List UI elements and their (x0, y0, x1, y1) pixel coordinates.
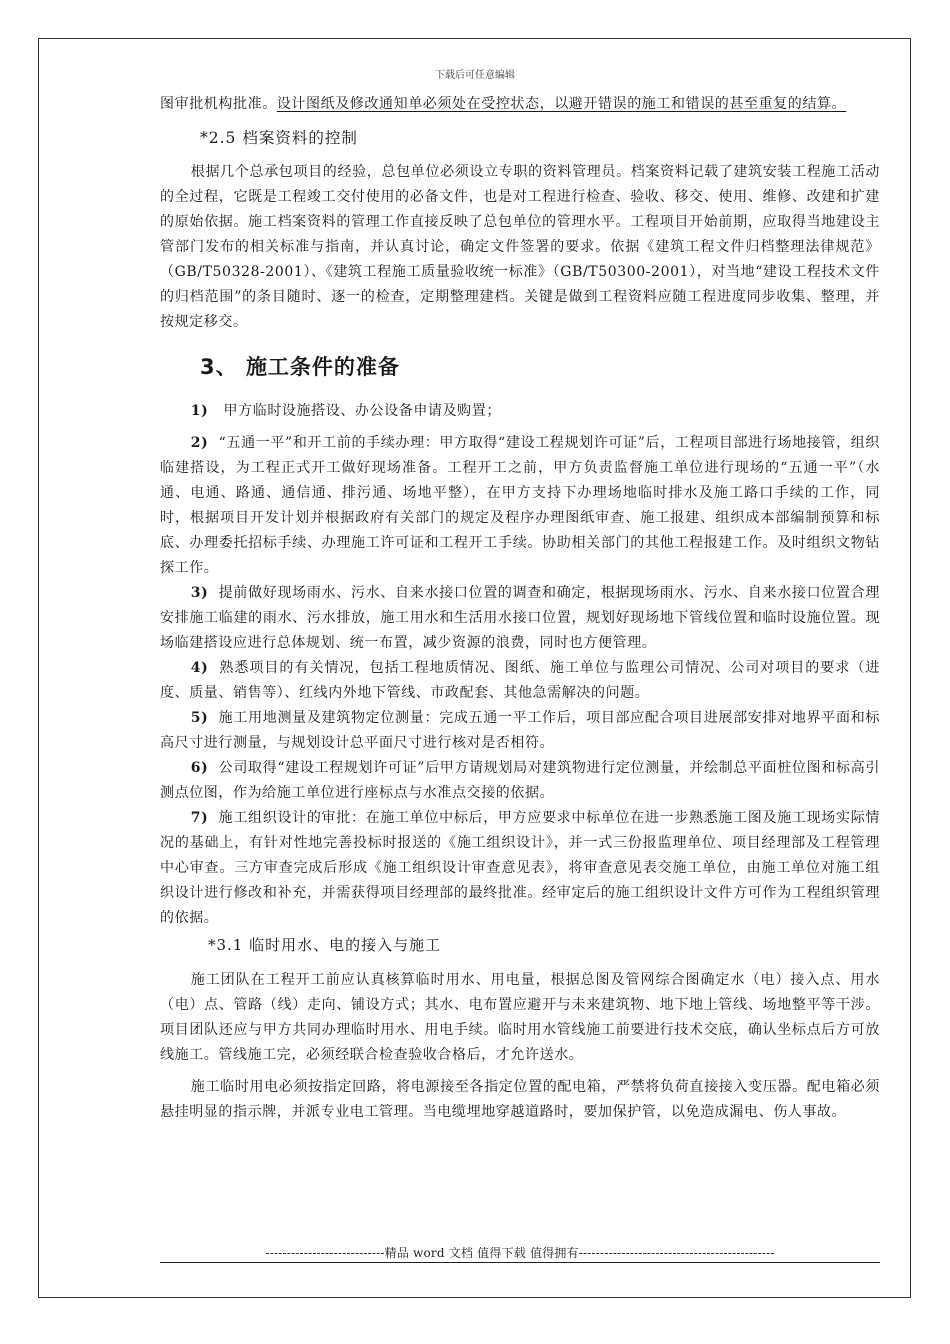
section-3-number: 3、 (200, 355, 238, 379)
footer-divider (160, 1262, 880, 1263)
list-item-text: 公司取得“建设工程规划许可证”后甲方请规划局对建筑物进行定位测量，并绘制总平面桩位图和标高引测点位图，作为给施工单位进行座标点与水准点交接的依据。 (160, 760, 880, 801)
list-item-number: 4) (190, 660, 209, 676)
list-item-number: 1) (190, 403, 209, 419)
section-3-title: 施工条件的准备 (245, 355, 400, 379)
section-2-5-heading: *2.5 档案资料的控制 (200, 129, 358, 147)
page-footer: ----------------------------精品 word 文档 值得下载 值得拥有---------------------------------------------- (265, 1246, 775, 1260)
list-item-text: 施工组织设计的审批：在施工单位中标后，甲方应要求中标单位在进一步熟悉施工图及施工现场实际情况的基础上，有针对性地完善投标时报送的《施工组织设计》，并一式三份报监理单位、项目经理部及工程管理中心审查。三方审查完成后形成《施工组织设计审查意见表》，将审查意见表交施工单位，由施工单位对施工组织设计进行修改和补充，并需获得项目经理部的最终批准。经审定后的施工组织设计文件方可作为工程组织管理的依据。 (160, 810, 880, 926)
list-item-text: 熟悉项目的有关情况，包括工程地质情况、图纸、施工单位与监理公司情况、公司对项目的要求（进度、质量、销售等）、红线内外地下管线、市政配套、其他急需解决的问题。 (160, 660, 880, 701)
list-item (160, 431, 880, 581)
list-item-number: 2) (190, 435, 209, 451)
list-item-number: 5) (190, 710, 209, 726)
section-3-1-paragraph: 施工团队在工程开工前应认真核算临时用水、用电量，根据总图及管网综合图确定水（电）接入点、用水（电）点、管路（线）走向、铺设方式；其水、电布置应避开与未来建筑物、地下地上管线、场地整平等干涉。项目团队还应与甲方共同办理临时用水、用电手续。临时用水管线施工前要进行技术交底，确认坐标点后方可放线施工。管线施工完，必须经联合检查验收合格后，才允许送水。 (160, 972, 880, 1063)
list-item (160, 581, 880, 656)
section-3-1-heading: *3.1 临时用水、电的接入与施工 (208, 936, 442, 954)
list-item-text: 甲方临时设施搭设、办公设备申请及购置； (223, 403, 501, 419)
list-item (160, 756, 880, 806)
list-item-text: “五通一平”和开工前的手续办理：甲方取得“建设工程规划许可证”后，工程项目部进行场地接管，组织临建搭设，为工程正式开工做好现场准备。工程开工之前，甲方负责监督施工单位进行现场的“五通一平”（水通、电通、路通、通信通、排污通、场地平整），在甲方支持下办理场地临时排水及施工路口手续的工作，同时，根据项目开发计划并根据政府有关部门的规定及程序办理图纸审查、施工报建、组织成本部编制预算和标底、办理委托招标手续、办理施工许可证和工程开工手续。协助相关部门的其他工程报建工作。及时组织文物钻探工作。 (160, 435, 880, 576)
section-3-1-paragraph: 施工临时用电必须按指定回路，将电源接至各指定位置的配电箱，严禁将负荷直接接入变压器。配电箱必须悬挂明显的指示牌，并派专业电工管理。当电缆埋地穿越道路时，要加保护管，以免造成漏电、伤人事故。 (160, 1079, 880, 1120)
list-item (160, 706, 880, 756)
list-item-number: 6) (190, 760, 209, 776)
list-item-text: 施工用地测量及建筑物定位测量：完成五通一平工作后，项目部应配合项目进展部安排对地界平面和标高尺寸进行测量，与规划设计总平面尺寸进行核对是否相符。 (160, 710, 880, 751)
list-item (160, 399, 880, 424)
section-2-5-paragraph: 根据几个总承包项目的经验，总包单位必须设立专职的资料管理员。档案资料记载了建筑安装工程施工活动的全过程，它既是工程竣工交付使用的必备文件，也是对工程进行检查、验收、移交、使用、维修、改建和扩建的原始依据。施工档案资料的管理工作直接反映了总包单位的管理水平。工程项目开始前期，应取得当地建设主管部门发布的相关标准与指南，并认真讨论，确定文件签署的要求。依据《建筑工程文件归档整理法律规范》（GB/T50328-2001）、《建筑工程施工质量验收统一标准》（GB/T50300-2001），对当地“建设工程技术文件的归档范围”的条目随时、逐一的检查，定期整理建档。关键是做到工程资料应随工程进度同步收集、整理，并按规定移交。 (160, 164, 880, 330)
intro-plain-text: 图审批机构批准。 (160, 96, 277, 112)
intro-underlined-text: 设计图纸及修改通知单必须处在受控状态，以避开错误的施工和错误的甚至重复的结算。 (276, 96, 847, 112)
list-item-number: 3) (190, 585, 209, 601)
list-item-number: 7) (190, 810, 209, 826)
list-item (160, 806, 880, 931)
intro-paragraph (160, 92, 880, 117)
page-header: 下载后可任意编辑 (435, 70, 515, 81)
list-item (160, 656, 880, 706)
list-item-text: 提前做好现场雨水、污水、自来水接口位置的调查和确定，根据现场雨水、污水、自来水接口位置合理安排施工临建的雨水、污水排放，施工用水和生活用水接口位置，规划好现场地下管线位置和临时设施位置。现场临建搭设应进行总体规划、统一布置，减少资源的浪费，同时也方便管理。 (160, 585, 880, 651)
section-3-heading (200, 352, 880, 382)
document-body (160, 92, 880, 1125)
